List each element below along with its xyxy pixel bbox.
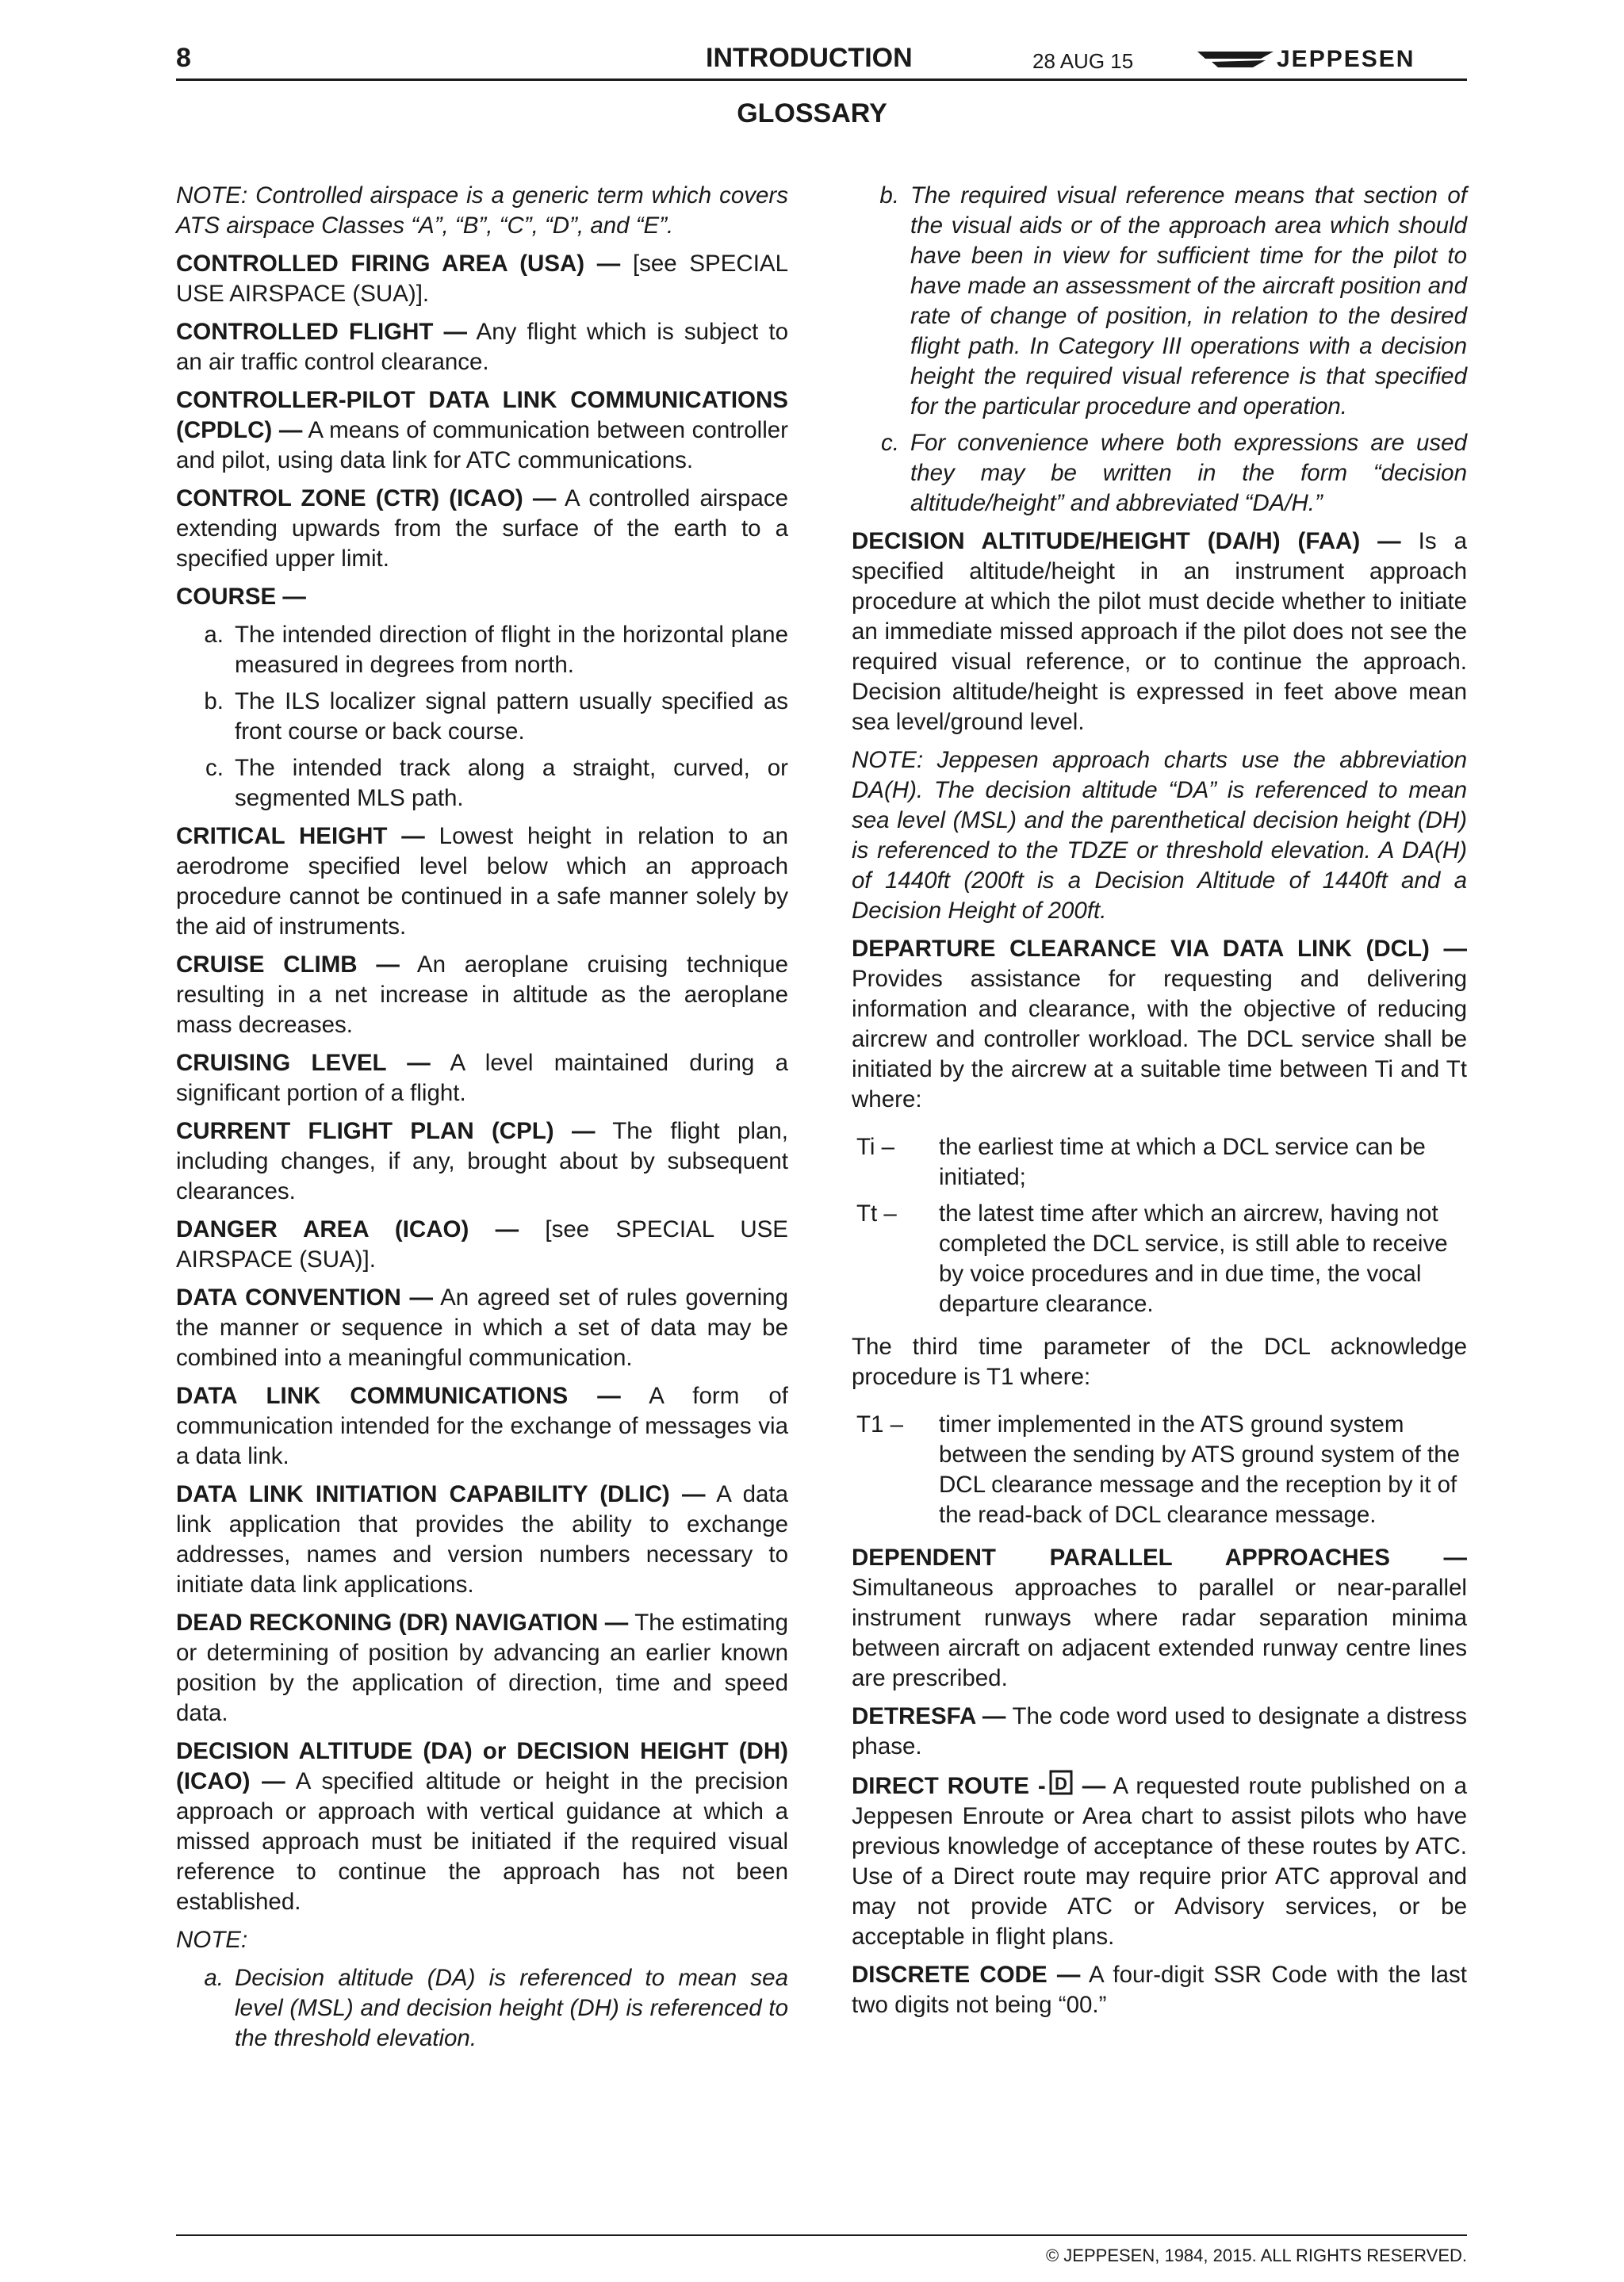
entry-text: Provides assistance for requesting and delivering information and clearance, with the objective of reducing aircrew and controller workload. The DCL service shall be initiated by the aircrew at a suitable time between Ti and Tt where: — [852, 966, 1467, 1112]
note-jeppesen-charts: NOTE: Jeppesen approach charts use the abbreviation DA(H). The decision altitude “DA” is referenced to mean sea level (MSL) and the parenthetical decision height (DH) is referenced to the TDZE or threshold elevation. A DA(H) of 1440ft (200ft is a Decision Altitude of 1440ft and a Decision Height of 200ft. — [852, 747, 1467, 924]
list-text: The intended direction of flight in the horizontal plane measured in degrees from north. — [235, 622, 788, 678]
footer-rule — [176, 2234, 1467, 2236]
definition-key: Tt – — [856, 1200, 897, 1227]
list-marker: a. — [204, 1965, 224, 1991]
entry-dlic — [176, 1480, 788, 1600]
entry-dash: — — [1082, 1773, 1106, 1799]
course-list — [176, 620, 788, 814]
entry-text: The code word used to designate a distress phase. — [852, 1703, 1467, 1759]
entry-course — [176, 582, 788, 612]
entry-term: DANGER AREA (ICAO) — — [176, 1216, 519, 1242]
list-item — [176, 687, 788, 747]
entry-direct-route — [852, 1770, 1467, 1952]
entry-term: DIRECT ROUTE - — [852, 1773, 1046, 1799]
list-item — [176, 753, 788, 814]
entry-term: CONTROLLED FIRING AREA (USA) — — [176, 251, 621, 277]
entry-text: A specified altitude or height in the precision approach or approach with vertical guidance at which a missed approach must be initiated if the required visual reference to continue the approach has not been established. — [176, 1768, 788, 1915]
entry-term: CRITICAL HEIGHT — — [176, 823, 425, 849]
entry-cpdlc — [176, 385, 788, 476]
entry-term: COURSE — — [176, 584, 306, 610]
entry-cruise-climb — [176, 950, 788, 1040]
entry-text: A requested route published on a Jeppesen Enroute or Area chart to assist pilots who have previous knowledge of acceptance of these routes by ATC. Use of a Direct route may require prior ATC approval and may not provide ATC or Advisory services, or be acceptable in flight plans. — [852, 1773, 1467, 1950]
entry-term: CONTROL ZONE (CTR) (ICAO) — — [176, 485, 557, 511]
entry-text: An aeroplane cruising technique resulting in a net increase in altitude as the aeroplane mass decreases. — [176, 951, 788, 1038]
entry-controlled-flight — [176, 317, 788, 377]
entry-term: DEPARTURE CLEARANCE VIA DATA LINK (DCL) — — [852, 936, 1467, 962]
decision-notes-continued — [852, 181, 1467, 519]
section-title: INTRODUCTION — [706, 43, 913, 73]
left-column — [176, 181, 788, 2062]
revision-date: 28 AUG 15 — [1032, 49, 1134, 73]
entry-text: A means of communication between controller and pilot, using data link for ATC communications. — [176, 417, 788, 473]
entry-text: A four-digit SSR Code with the last two digits not being “00.” — [852, 1962, 1468, 2018]
entry-decision-altitude-faa — [852, 526, 1467, 737]
copyright-notice: © JEPPESEN, 1984, 2015. ALL RIGHTS RESERVED. — [1045, 2246, 1467, 2265]
jeppesen-logo — [1197, 46, 1467, 73]
entry-control-zone — [176, 484, 788, 574]
entry-term: DECISION ALTITUDE (DA) or DECISION HEIGHT (DH) (ICAO) — — [176, 1738, 788, 1794]
entry-danger-area — [176, 1215, 788, 1275]
note-controlled-airspace: NOTE: Controlled airspace is a generic term which covers ATS airspace Classes “A”, “B”, “C”, “D”, and “E”. — [176, 182, 788, 239]
entry-term: DATA LINK COMMUNICATIONS — — [176, 1383, 621, 1409]
list-marker: b. — [204, 688, 224, 714]
direct-route-d-icon — [1049, 1770, 1073, 1795]
list-marker: c. — [205, 755, 224, 781]
entry-discrete-code — [852, 1960, 1467, 2020]
direct-route-icon-letter: D — [1054, 1774, 1067, 1794]
entry-term: CRUISING LEVEL — — [176, 1050, 431, 1076]
list-item — [176, 620, 788, 680]
header-rule — [176, 78, 1467, 81]
definition-row — [852, 1199, 1467, 1319]
brand-name: JEPPESEN — [1277, 46, 1415, 72]
entry-data-link-communications — [176, 1381, 788, 1472]
entry-term: DATA LINK INITIATION CAPABILITY (DLIC) — — [176, 1481, 706, 1507]
entry-dcl — [852, 934, 1467, 1115]
entry-data-convention — [176, 1283, 788, 1373]
dcl-definitions — [852, 1132, 1467, 1319]
list-marker: a. — [204, 622, 224, 648]
t1-definition — [852, 1410, 1467, 1530]
list-text: For convenience where both expressions are used they may be written in the form “decision altitude/height” and abbreviated “DA/H.” — [910, 430, 1467, 516]
entry-text: Any flight which is subject to an air traffic control clearance. — [176, 319, 788, 375]
entry-text: [see SPECIAL USE AIRSPACE (SUA)]. — [176, 251, 788, 307]
entry-text: Is a specified altitude/height in an instrument approach procedure at which the pilot must decide whether to initiate an immediate missed approach if the pilot does not see the required visual reference, or to continue the approach. Decision altitude/height is expressed in feet above mean sea level/ground level. — [852, 528, 1467, 735]
page-title: GLOSSARY — [737, 98, 887, 128]
entry-term: DEAD RECKONING (DR) NAVIGATION — — [176, 1610, 629, 1636]
list-marker: c. — [881, 430, 899, 456]
definition-row — [852, 1410, 1467, 1530]
list-item — [852, 428, 1467, 519]
definition-text: the latest time after which an aircrew, having not completed the DCL service, is still able to receive by voice procedures and in due time, the vocal departure clearance. — [939, 1200, 1448, 1317]
jeppesen-swoosh-icon — [1197, 49, 1274, 70]
entry-text: A data link application that provides the ability to exchange addresses, names and version numbers necessary to initiate data link applications. — [176, 1481, 788, 1598]
entry-term: DATA CONVENTION — — [176, 1285, 434, 1311]
entry-text: A controlled airspace extending upwards from the surface of the earth to a specified upper limit. — [176, 485, 788, 572]
entry-text: A form of communication intended for the exchange of messages via a data link. — [176, 1383, 788, 1469]
entry-term: DISCRETE CODE — — [852, 1962, 1081, 1988]
entry-text: The estimating or determining of position by advancing an earlier known position by the application of direction, time and speed data. — [176, 1610, 788, 1726]
entry-current-flight-plan — [176, 1116, 788, 1207]
list-item — [852, 181, 1467, 422]
entry-term: CRUISE CLIMB — — [176, 951, 400, 978]
entry-critical-height — [176, 821, 788, 942]
list-marker: b. — [879, 182, 899, 209]
third-time-parameter: The third time parameter of the DCL acknowledge procedure is T1 where: — [852, 1334, 1467, 1390]
entry-dependent-parallel-approaches — [852, 1543, 1467, 1694]
entry-dead-reckoning — [176, 1608, 788, 1729]
decision-notes-list — [176, 1963, 788, 2054]
definition-text: timer implemented in the ATS ground system between the sending by ATS ground system of the DCL clearance message and the reception by it of the read-back of DCL clearance message. — [939, 1411, 1461, 1528]
entry-text: Simultaneous approaches to parallel or near-parallel instrument runways where radar separation minima between aircraft on adjacent extended runway centre lines are prescribed. — [852, 1575, 1467, 1691]
definition-key: Ti – — [856, 1134, 895, 1160]
page-number: 8 — [176, 43, 191, 73]
definition-row — [852, 1132, 1467, 1193]
entry-decision-altitude-icao — [176, 1736, 788, 1917]
note-label: NOTE: — [176, 1927, 248, 1953]
definition-text: the earliest time at which a DCL service can be initiated; — [939, 1134, 1426, 1190]
right-column — [852, 181, 1467, 2028]
entry-text: A level maintained during a significant portion of a flight. — [176, 1050, 788, 1106]
list-item — [176, 1963, 788, 2054]
entry-term: CONTROLLED FLIGHT — — [176, 319, 468, 345]
entry-term: CONTROLLER-PILOT DATA LINK COMMUNICATIONS (CPDLC) — — [176, 387, 788, 443]
entry-text: An agreed set of rules governing the manner or sequence in which a set of data may be combined into a meaningful communication. — [176, 1285, 788, 1371]
entry-cruising-level — [176, 1048, 788, 1108]
entry-term: DEPENDENT PARALLEL APPROACHES — — [852, 1545, 1467, 1571]
entry-term: CURRENT FLIGHT PLAN (CPL) — — [176, 1118, 596, 1144]
list-text: The required visual reference means that section of the visual aids or of the approach area which should have been in view for sufficient time for the pilot to have made an assessment of the aircraft position and rate of change of position, in relation to the desired flight path. In Category III operations with a decision height the required visual reference is that specified for the particular procedure and operation. — [910, 182, 1467, 419]
list-text: The intended track along a straight, curved, or segmented MLS path. — [235, 755, 788, 811]
entry-controlled-firing-area — [176, 249, 788, 309]
entry-text: The flight plan, including changes, if any, brought about by subsequent clearances. — [176, 1118, 788, 1204]
entry-text: Lowest height in relation to an aerodrome specified level below which an approach procedure cannot be continued in a safe manner solely by the aid of instruments. — [176, 823, 789, 940]
entry-detresfa — [852, 1702, 1467, 1762]
entry-text: [see SPECIAL USE AIRSPACE (SUA)]. — [176, 1216, 788, 1273]
list-text: The ILS localizer signal pattern usually specified as front course or back course. — [235, 688, 788, 745]
list-text: Decision altitude (DA) is referenced to mean sea level (MSL) and decision height (DH) is referenced to the threshold elevation. — [235, 1965, 788, 2051]
entry-term: DETRESFA — — [852, 1703, 1006, 1729]
definition-key: T1 – — [856, 1411, 904, 1438]
entry-term: DECISION ALTITUDE/HEIGHT (DA/H) (FAA) — — [852, 528, 1401, 554]
